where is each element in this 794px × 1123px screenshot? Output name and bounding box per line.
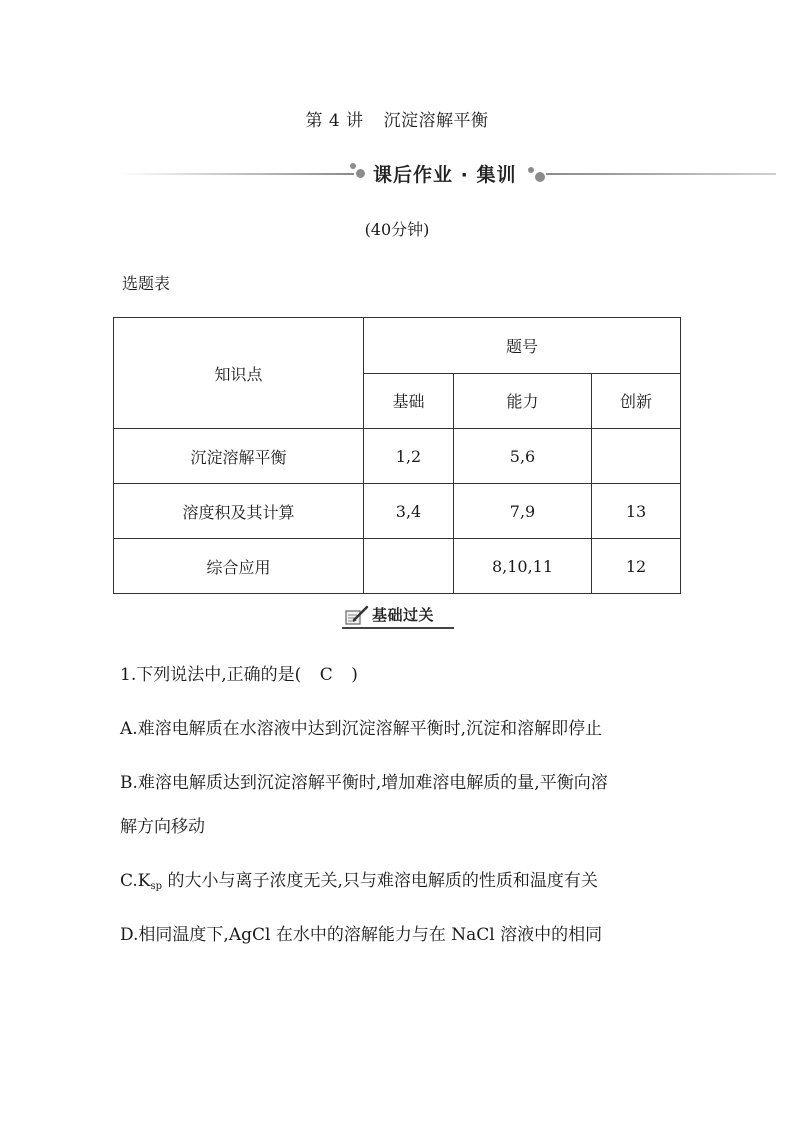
pen-paper-icon bbox=[344, 605, 370, 627]
table-header-row bbox=[114, 318, 681, 374]
section-underline bbox=[342, 627, 454, 629]
banner-dot-icon bbox=[350, 163, 356, 169]
cell-basic: 3,4 bbox=[364, 484, 454, 539]
cell-innovation bbox=[592, 429, 681, 484]
cell-ability: 8,10,11 bbox=[454, 539, 592, 594]
option-a: A.难溶电解质在水溶液中达到沉淀溶解平衡时,沉淀和溶解即停止 bbox=[120, 719, 603, 739]
section-title: 基础过关 bbox=[372, 606, 435, 624]
banner-title: 课后作业 · 集训 bbox=[373, 164, 517, 186]
table-row bbox=[114, 539, 681, 594]
topic-table bbox=[113, 317, 681, 594]
option-b-continued: 解方向移动 bbox=[120, 817, 205, 837]
lesson-title bbox=[0, 106, 794, 131]
section-heading bbox=[342, 603, 454, 629]
lesson-number: 第 4 讲 bbox=[305, 111, 364, 131]
banner-divider-left bbox=[118, 173, 354, 175]
subheader-ability: 能力 bbox=[454, 373, 592, 429]
question-stem bbox=[120, 660, 358, 685]
header-number: 题号 bbox=[364, 318, 681, 374]
table-row bbox=[114, 484, 681, 539]
cell-topic: 综合应用 bbox=[114, 539, 364, 594]
banner-dot-icon bbox=[535, 172, 545, 182]
cell-topic: 沉淀溶解平衡 bbox=[114, 429, 364, 484]
cell-basic bbox=[364, 539, 454, 594]
option-c-subscript: sp bbox=[150, 881, 163, 892]
question-answer: C bbox=[319, 665, 333, 685]
option-d: D.相同温度下,AgCl 在水中的溶解能力与在 NaCl 溶液中的相同 bbox=[120, 925, 603, 945]
option-b: B.难溶电解质达到沉淀溶解平衡时,增加难溶电解质的量,平衡向溶 bbox=[120, 773, 608, 793]
banner-dot-icon bbox=[528, 167, 534, 173]
header-knowledge: 知识点 bbox=[114, 318, 364, 429]
option-c-text: 的大小与离子浓度无关,只与难溶电解质的性质和温度有关 bbox=[167, 871, 598, 891]
cell-innovation: 12 bbox=[592, 539, 681, 594]
banner-dot-icon bbox=[356, 169, 365, 178]
option-c-label: C.K bbox=[120, 871, 151, 891]
table-caption: 选题表 bbox=[122, 274, 171, 293]
cell-basic: 1,2 bbox=[364, 429, 454, 484]
cell-ability: 7,9 bbox=[454, 484, 592, 539]
banner-divider-right bbox=[546, 173, 776, 175]
question-stem-text: 1.下列说法中,正确的是( bbox=[120, 665, 302, 685]
option-c bbox=[120, 866, 598, 892]
question-stem-close: ) bbox=[351, 665, 358, 685]
lesson-name: 沉淀溶解平衡 bbox=[383, 111, 489, 131]
cell-innovation: 13 bbox=[592, 484, 681, 539]
duration: (40分钟) bbox=[364, 220, 430, 239]
subheader-basic: 基础 bbox=[364, 373, 454, 429]
cell-topic: 溶度积及其计算 bbox=[114, 484, 364, 539]
cell-ability: 5,6 bbox=[454, 429, 592, 484]
table-row bbox=[114, 429, 681, 484]
subheader-innovation: 创新 bbox=[592, 373, 681, 429]
